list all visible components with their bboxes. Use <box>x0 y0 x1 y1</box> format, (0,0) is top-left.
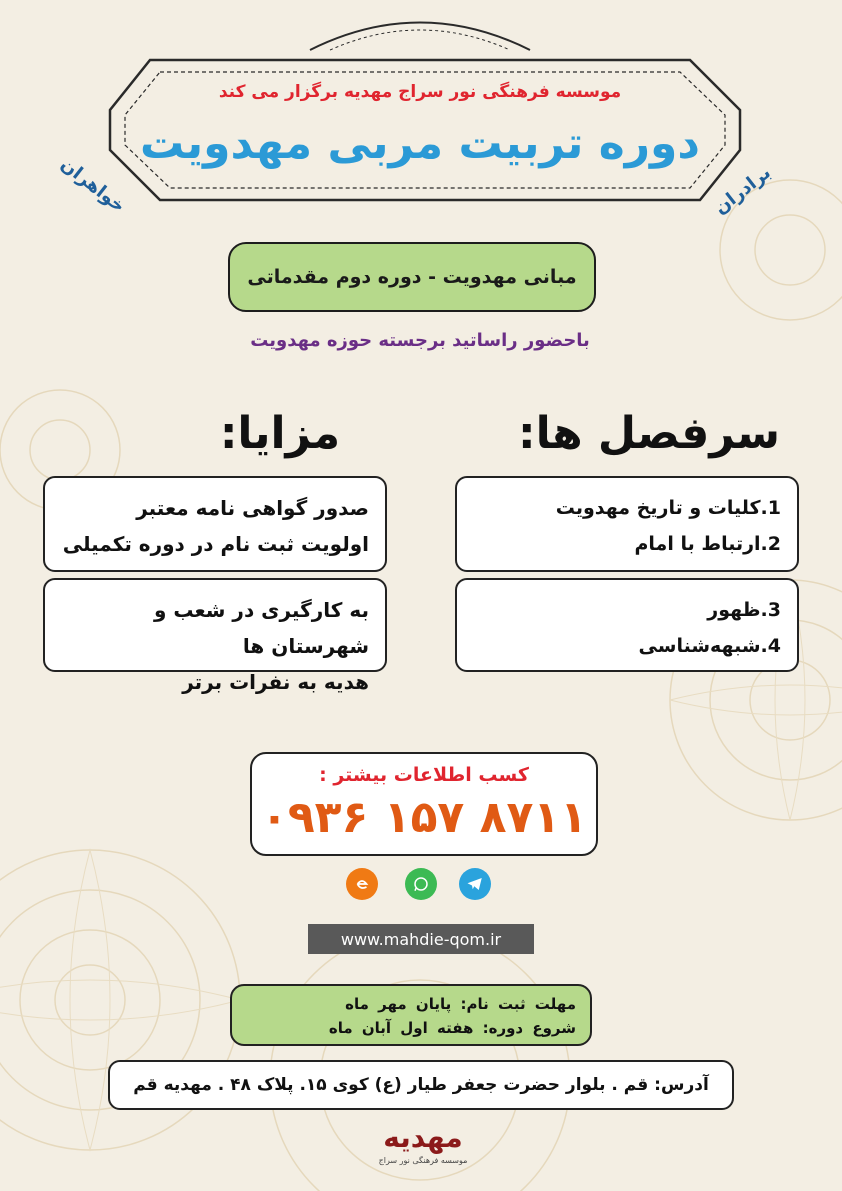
benefits-heading: مزایا: <box>219 408 341 459</box>
benefits-box-1 <box>43 476 387 572</box>
telegram-icon[interactable] <box>459 868 491 900</box>
topic-item: 1.کلیات و تاریخ مهدویت <box>555 497 781 519</box>
benefit-item: اولویت ثبت نام در دوره تکمیلی <box>62 532 369 556</box>
topic-item: 2.ارتباط با امام <box>634 533 781 555</box>
contact-box <box>250 752 598 856</box>
topics-box-1 <box>455 476 799 572</box>
website-link[interactable]: www.mahdie-qom.ir <box>308 924 534 954</box>
logo-text: مهدیه <box>383 1121 463 1154</box>
topic-item: 4.شبهه‌شناسی <box>638 635 781 657</box>
registration-deadline: مهلت ثبت نام: پایان مهر ماه <box>345 995 576 1013</box>
whatsapp-icon[interactable] <box>405 868 437 900</box>
contact-label: کسب اطلاعات بیشتر : <box>319 764 529 786</box>
mahdie-logo <box>378 1120 468 1182</box>
topics-heading: سرفصل ها: <box>517 408 780 459</box>
logo-subtext: موسسه فرهنگی نور سراج <box>378 1156 468 1165</box>
eitaa-icon[interactable] <box>346 868 378 900</box>
page-title: دوره تربیت مربی مهدویت <box>140 118 700 169</box>
course-start: شروع دوره: هفته اول آبان ماه <box>328 1019 576 1037</box>
course-name-badge: مبانی مهدویت - دوره دوم مقدماتی <box>228 242 596 312</box>
instructors-note: باحضور راساتید برجسته حوزه مهدویت <box>250 330 590 351</box>
benefit-item: صدور گواهی نامه معتبر <box>136 496 369 520</box>
phone-number[interactable]: ۰۹۳۶ ۱۵۷ ۸۷۱۱ <box>260 792 588 843</box>
topic-item: 3.ظهور <box>707 599 781 621</box>
sisters-label: خواهران <box>56 153 130 218</box>
benefit-item: هدیه به نفرات برتر <box>182 670 369 694</box>
organizer-subtitle: موسسه فرهنگی نور سراج مهدیه برگزار می کند <box>218 82 622 102</box>
topics-box-2 <box>455 578 799 672</box>
schedule-box <box>230 984 592 1046</box>
brothers-label: برادران <box>710 162 775 219</box>
address-box: آدرس: قم . بلوار حضرت جعفر طیار (ع) کوی ۱۵. پلاک ۴۸ . مهدیه قم <box>108 1060 734 1110</box>
benefit-item: به کارگیری در شعب و شهرستان ها <box>153 598 369 658</box>
benefits-box-2 <box>43 578 387 694</box>
